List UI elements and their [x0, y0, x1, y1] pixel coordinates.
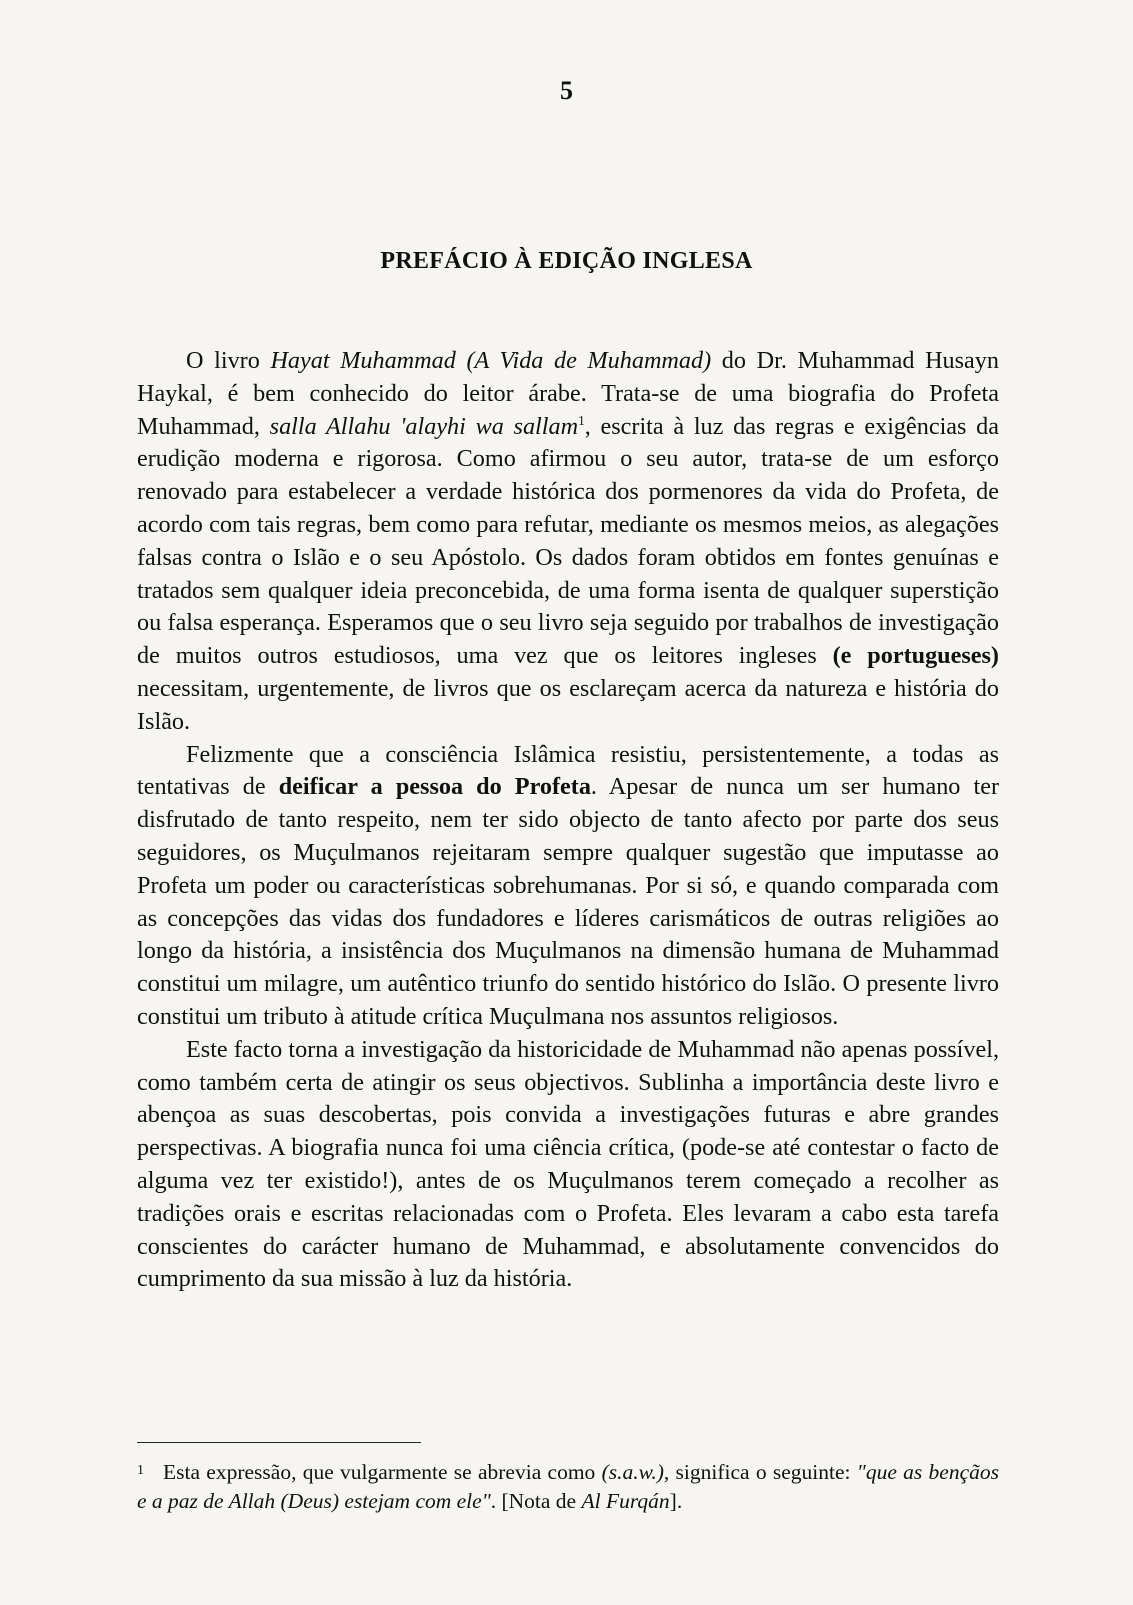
text-run: O livro [186, 347, 271, 374]
page-number: 5 [560, 76, 573, 105]
paragraph [137, 345, 999, 739]
body-text [137, 345, 999, 1296]
text-run: ]. [669, 1489, 683, 1513]
text-run: necessitam, urgentemente, de livros que os esclareçam acerca da natureza e história do Islão. [137, 674, 999, 735]
text-run: deificar a pessoa do Profeta [278, 773, 591, 801]
footnote-reference: 1 [578, 412, 585, 428]
footnote-body [137, 1460, 999, 1513]
paragraph [137, 739, 999, 1034]
text-run: Al Furqán [581, 1489, 670, 1513]
text-run: . [Nota de [490, 1489, 582, 1513]
text-run: salla Allahu 'alayhi wa sallam [269, 412, 579, 440]
text-run: , escrita à luz das regras e exigências da erudição moderna e rigorosa. Como afirmou o seu autor, trata-se de um esforço renovado para estabelecer a verdade histórica dos pormenores da vida do Profeta, de acordo com tais regras, bem como para refutar, mediante os mesmos meios, as alegações falsas contra o Islão e o seu Apóstolo. Os dados foram obtidos em fontes genuínas e tratados sem qualquer ideia preconcebida, de uma forma isenta de qualquer superstição ou falsa esperança. Esperamos que o seu livro seja seguido por trabalhos de investigação de muitos outros estudiosos, uma vez que os leitores ingleses [137, 412, 1000, 670]
text-run: "que as bençãos e a paz de Allah (Deus) estejam com ele" [137, 1460, 999, 1513]
text-run: do Dr. Muhammad Husayn Haykal, é bem conhecido do leitor árabe. Trata-se de uma biografia do Profeta Muhammad, [137, 347, 999, 440]
text-run: . Apesar de nunca um ser humano ter disfrutado de tanto respeito, nem ter sido objecto de tanto afecto por parte dos seus seguidores, os Muçulmanos rejeitaram sempre qualquer sugestão que imputasse ao Profeta um poder ou características sobrehumanas. Por si só, e quando comparada com as concepções das vidas dos fundadores e líderes carismáticos de outras religiões ao longo da história, a insistência dos Muçulmanos na dimensão humana de Muhammad constitui um milagre, um autêntico triunfo do sentido histórico do Islão. O presente livro constitui um tributo à atitude crítica Muçulmana nos assuntos religiosos. [137, 773, 999, 1030]
text-run: (e portugueses) [832, 642, 999, 670]
footnote-marker: 1 [137, 1463, 144, 1478]
footnote [137, 1458, 999, 1516]
paragraph [137, 1034, 999, 1296]
text-run: Felizmente que a consciência Islâmica resistiu, persistentemente, a todas as tentativas de [137, 740, 999, 801]
footnote-divider [137, 1442, 421, 1443]
page-title: PREFÁCIO À EDIÇÃO INGLESA [380, 248, 753, 274]
text-run: Hayat Muhammad (A Vida de Muhammad) [270, 347, 712, 374]
text-run: Este facto torna a investigação da historicidade de Muhammad não apenas possível, como também certa de atingir os seus objectivos. Sublinha a importância deste livro e abençoa as suas descobertas, pois convida a investigações futuras e abre grandes perspectivas. A biografia nunca foi uma ciência crítica, (pode-se até contestar o facto de alguma vez ter existido!), antes de os Muçulmanos terem começado a recolher as tradições orais e escritas relacionadas com o Profeta. Eles levaram a cabo esta tarefa conscientes do carácter humano de Muhammad, e absolutamente convencidos do cumprimento da sua missão à luz da história. [137, 1035, 999, 1293]
text-run: Esta expressão, que vulgarmente se abrevia como [163, 1460, 602, 1484]
text-run: (s.a.w.) [601, 1460, 664, 1484]
text-run: , significa o seguinte: [663, 1460, 857, 1484]
footnote-text [137, 1458, 999, 1516]
